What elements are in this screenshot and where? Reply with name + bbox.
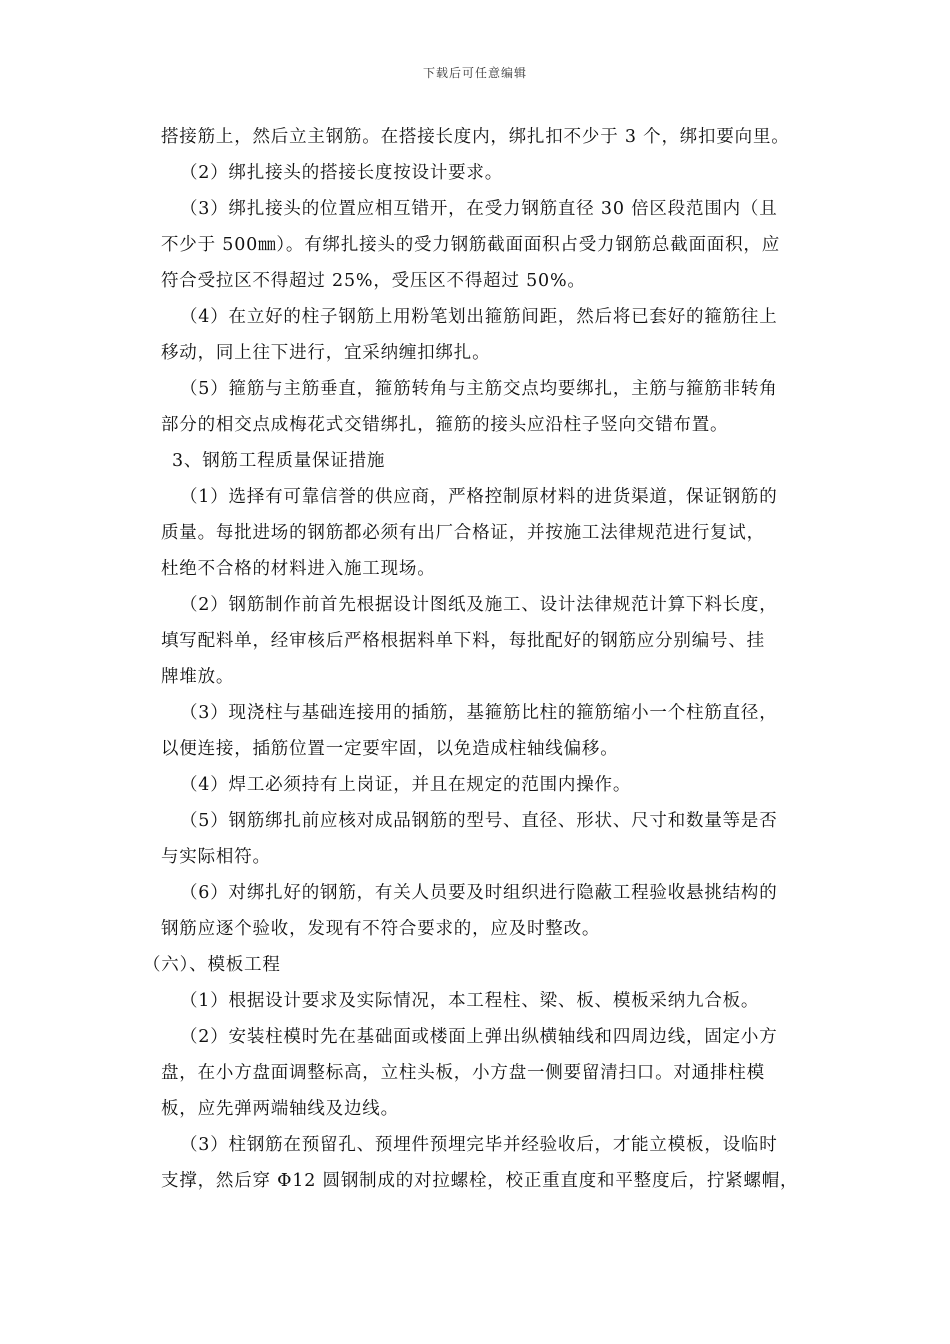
text-line: 移动，同上往下进行，宜采纳缠扣绑扎。 [161,343,491,363]
text-line: （3）现浇柱与基础连接用的插筋，基箍筋比柱的箍筋缩小一个柱筋直径， [180,703,778,723]
text-line: （5）钢筋绑扎前应核对成品钢筋的型号、直径、形状、尺寸和数量等是否 [180,811,778,831]
text-line: （2）钢筋制作前首先根据设计图纸及施工、设计法律规范计算下料长度， [180,595,778,615]
text-line: （4）焊工必须持有上岗证，并且在规定的范围内操作。 [180,775,632,795]
text-line: （1）根据设计要求及实际情况，本工程柱、梁、板、模板采纳九合板。 [180,991,760,1011]
page-header: 下载后可任意编辑 [422,66,527,80]
section-heading: 3、钢筋工程质量保证措施 [172,451,386,471]
text-line: 支撑，然后穿 Φ12 圆钢制成的对拉螺栓，校正重直度和平整度后，拧紧螺帽， [161,1171,799,1191]
text-line: （5）箍筋与主筋垂直，箍筋转角与主筋交点均要绑扎，主筋与箍筋非转角 [180,379,778,399]
text-line: 不少于 500㎜）。有绑扎接头的受力钢筋截面面积占受力钢筋总截面面积，应 [161,235,781,255]
text-line: 以便连接，插筋位置一定要牢固，以免造成柱轴线偏移。 [161,739,619,759]
text-line: （2）绑扎接头的搭接长度按设计要求。 [180,163,504,183]
section-heading: （六）、模板工程 [143,955,281,975]
text-line: 填写配料单，经审核后严格根据料单下料，每批配好的钢筋应分别编号、挂 [161,631,765,651]
text-line: 符合受拉区不得超过 25%，受压区不得超过 50%。 [161,271,586,291]
text-line: （3）绑扎接头的位置应相互错开，在受力钢筋直径 30 倍区段范围内（且 [180,199,778,219]
text-line: 牌堆放。 [161,667,235,687]
text-line: 盘，在小方盘面调整标高，立柱头板，小方盘一侧要留清扫口。对通排柱模 [161,1063,765,1083]
text-line: 搭接筋上，然后立主钢筋。在搭接长度内，绑扎扣不少于 3 个，绑扣要向里。 [161,127,790,147]
text-line: 与实际相符。 [161,847,271,867]
text-line: （1）选择有可靠信誉的供应商，严格控制原材料的进货渠道，保证钢筋的 [180,487,778,507]
text-line: 钢筋应逐个验收，发现有不符合要求的，应及时整改。 [161,919,601,939]
text-line: （6）对绑扎好的钢筋，有关人员要及时组织进行隐蔽工程验收悬挑结构的 [180,883,778,903]
text-line: （3）柱钢筋在预留孔、预埋件预埋完毕并经验收后，才能立模板，设临时 [180,1135,778,1155]
text-line: 质量。每批进场的钢筋都必须有出厂合格证，并按施工法律规范进行复试， [161,523,765,543]
text-line: （4）在立好的柱子钢筋上用粉笔划出箍筋间距，然后将已套好的箍筋往上 [180,307,778,327]
text-line: 部分的相交点成梅花式交错绑扎，箍筋的接头应沿柱子竖向交错布置。 [161,415,729,435]
text-line: 板，应先弹两端轴线及边线。 [161,1099,399,1119]
text-line: 杜绝不合格的材料进入施工现场。 [161,559,436,579]
text-line: （2）安装柱模时先在基础面或楼面上弹出纵横轴线和四周边线，固定小方 [180,1027,778,1047]
